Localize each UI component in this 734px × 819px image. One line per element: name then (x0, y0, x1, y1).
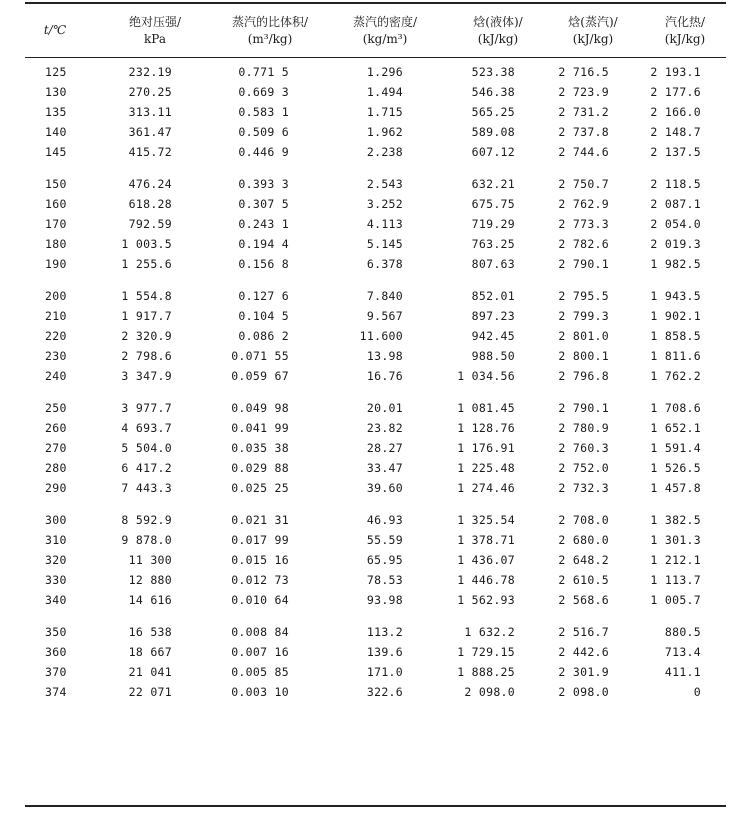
row-group (25, 174, 726, 274)
cell-enthalpy-liquid: 1 176.91 (457, 441, 515, 455)
cell-latent-heat: 2 137.5 (650, 145, 701, 159)
cell-latent-heat: 1 113.7 (650, 573, 701, 587)
cell-enthalpy-vapor: 2 716.5 (558, 65, 609, 79)
cell-temperature: 240 (45, 369, 67, 383)
cell-enthalpy-vapor: 2 750.7 (558, 177, 609, 191)
cell-latent-heat: 0 (693, 685, 701, 699)
cell-enthalpy-liquid: 632.21 (471, 177, 515, 191)
header-latent-heat (640, 14, 730, 48)
cell-vapor-density: 113.2 (366, 625, 403, 639)
header-enthalpy-vapor-line1: 焓(蒸汽)/ (568, 15, 618, 29)
header-specific-volume (215, 14, 325, 48)
row-group (25, 286, 726, 386)
cell-enthalpy-liquid: 1 274.46 (457, 481, 515, 495)
cell-temperature: 125 (45, 65, 67, 79)
cell-temperature: 320 (45, 553, 67, 567)
cell-specific-volume: 0.012 73 (231, 573, 289, 587)
row-group (25, 622, 726, 702)
cell-absolute-pressure: 21 041 (128, 665, 172, 679)
cell-specific-volume: 0.029 88 (231, 461, 289, 475)
cell-absolute-pressure: 361.47 (128, 125, 172, 139)
table-row (25, 174, 726, 194)
cell-specific-volume: 0.035 38 (231, 441, 289, 455)
cell-temperature: 310 (45, 533, 67, 547)
cell-enthalpy-liquid: 1 325.54 (457, 513, 515, 527)
cell-enthalpy-liquid: 1 378.71 (457, 533, 515, 547)
cell-latent-heat: 713.4 (664, 645, 701, 659)
cell-enthalpy-liquid: 1 446.78 (457, 573, 515, 587)
cell-temperature: 340 (45, 593, 67, 607)
cell-enthalpy-vapor: 2 744.6 (558, 145, 609, 159)
cell-vapor-density: 78.53 (366, 573, 403, 587)
cell-latent-heat: 2 166.0 (650, 105, 701, 119)
table-row (25, 366, 726, 386)
cell-enthalpy-liquid: 1 888.25 (457, 665, 515, 679)
cell-specific-volume: 0.509 6 (238, 125, 289, 139)
table-row (25, 682, 726, 702)
cell-absolute-pressure: 8 592.9 (121, 513, 172, 527)
cell-vapor-density: 2.543 (366, 177, 403, 191)
table-body (25, 62, 726, 714)
cell-enthalpy-liquid: 1 225.48 (457, 461, 515, 475)
table-row (25, 62, 726, 82)
table-row (25, 438, 726, 458)
cell-enthalpy-liquid: 1 632.2 (464, 625, 515, 639)
table-row (25, 102, 726, 122)
cell-enthalpy-vapor: 2 795.5 (558, 289, 609, 303)
cell-specific-volume: 0.669 3 (238, 85, 289, 99)
cell-absolute-pressure: 1 554.8 (121, 289, 172, 303)
cell-vapor-density: 20.01 (366, 401, 403, 415)
cell-temperature: 270 (45, 441, 67, 455)
cell-temperature: 140 (45, 125, 67, 139)
cell-vapor-density: 23.82 (366, 421, 403, 435)
cell-enthalpy-vapor: 2 098.0 (558, 685, 609, 699)
cell-specific-volume: 0.071 55 (231, 349, 289, 363)
cell-temperature: 330 (45, 573, 67, 587)
cell-absolute-pressure: 16 538 (128, 625, 172, 639)
cell-vapor-density: 28.27 (366, 441, 403, 455)
table-row (25, 122, 726, 142)
cell-latent-heat: 1 762.2 (650, 369, 701, 383)
cell-vapor-density: 33.47 (366, 461, 403, 475)
cell-absolute-pressure: 2 320.9 (121, 329, 172, 343)
cell-enthalpy-vapor: 2 723.9 (558, 85, 609, 99)
cell-specific-volume: 0.771 5 (238, 65, 289, 79)
cell-temperature: 145 (45, 145, 67, 159)
cell-enthalpy-vapor: 2 516.7 (558, 625, 609, 639)
table-row (25, 662, 726, 682)
cell-vapor-density: 5.145 (366, 237, 403, 251)
cell-absolute-pressure: 313.11 (128, 105, 172, 119)
cell-absolute-pressure: 5 504.0 (121, 441, 172, 455)
cell-vapor-density: 2.238 (366, 145, 403, 159)
header-latent-heat-line1: 汽化热/ (664, 15, 706, 29)
table-row (25, 306, 726, 326)
cell-latent-heat: 2 193.1 (650, 65, 701, 79)
cell-latent-heat: 411.1 (664, 665, 701, 679)
cell-absolute-pressure: 3 347.9 (121, 369, 172, 383)
cell-specific-volume: 0.086 2 (238, 329, 289, 343)
table-row (25, 254, 726, 274)
table-row (25, 234, 726, 254)
cell-latent-heat: 2 054.0 (650, 217, 701, 231)
cell-specific-volume: 0.393 3 (238, 177, 289, 191)
cell-enthalpy-vapor: 2 790.1 (558, 257, 609, 271)
row-group (25, 62, 726, 162)
table-row (25, 570, 726, 590)
cell-enthalpy-vapor: 2 752.0 (558, 461, 609, 475)
cell-latent-heat: 1 811.6 (650, 349, 701, 363)
cell-absolute-pressure: 4 693.7 (121, 421, 172, 435)
cell-enthalpy-liquid: 942.45 (471, 329, 515, 343)
cell-specific-volume: 0.021 31 (231, 513, 289, 527)
cell-absolute-pressure: 11 300 (128, 553, 172, 567)
header-enthalpy-vapor-line2: (kJ/kg) (572, 32, 614, 46)
cell-specific-volume: 0.003 10 (231, 685, 289, 699)
cell-enthalpy-liquid: 675.75 (471, 197, 515, 211)
cell-enthalpy-vapor: 2 680.0 (558, 533, 609, 547)
cell-absolute-pressure: 476.24 (128, 177, 172, 191)
cell-absolute-pressure: 14 616 (128, 593, 172, 607)
cell-latent-heat: 1 212.1 (650, 553, 701, 567)
header-enthalpy-liquid-line1: 焓(液体)/ (473, 15, 523, 29)
cell-vapor-density: 1.962 (366, 125, 403, 139)
cell-specific-volume: 0.243 1 (238, 217, 289, 231)
cell-vapor-density: 55.59 (366, 533, 403, 547)
table-row (25, 458, 726, 478)
row-group (25, 398, 726, 498)
table-bottom-rule (25, 805, 726, 807)
cell-temperature: 135 (45, 105, 67, 119)
header-specific-volume-line1: 蒸汽的比体积/ (231, 15, 309, 29)
cell-enthalpy-vapor: 2 780.9 (558, 421, 609, 435)
cell-absolute-pressure: 2 798.6 (121, 349, 172, 363)
cell-enthalpy-liquid: 1 729.15 (457, 645, 515, 659)
cell-absolute-pressure: 618.28 (128, 197, 172, 211)
cell-absolute-pressure: 22 071 (128, 685, 172, 699)
cell-temperature: 170 (45, 217, 67, 231)
cell-specific-volume: 0.025 25 (231, 481, 289, 495)
cell-temperature: 290 (45, 481, 67, 495)
cell-vapor-density: 46.93 (366, 513, 403, 527)
cell-vapor-density: 3.252 (366, 197, 403, 211)
header-enthalpy-vapor (548, 14, 638, 48)
table-row (25, 398, 726, 418)
cell-latent-heat: 1 902.1 (650, 309, 701, 323)
cell-latent-heat: 2 177.6 (650, 85, 701, 99)
table-row (25, 478, 726, 498)
header-temperature-label: t/℃ (43, 23, 67, 37)
cell-enthalpy-liquid: 897.23 (471, 309, 515, 323)
cell-temperature: 374 (45, 685, 67, 699)
cell-specific-volume: 0.005 85 (231, 665, 289, 679)
cell-temperature: 350 (45, 625, 67, 639)
cell-latent-heat: 880.5 (664, 625, 701, 639)
table-row (25, 142, 726, 162)
cell-vapor-density: 6.378 (366, 257, 403, 271)
cell-temperature: 180 (45, 237, 67, 251)
cell-enthalpy-vapor: 2 801.0 (558, 329, 609, 343)
cell-absolute-pressure: 415.72 (128, 145, 172, 159)
cell-specific-volume: 0.104 5 (238, 309, 289, 323)
table-row (25, 590, 726, 610)
cell-latent-heat: 1 943.5 (650, 289, 701, 303)
cell-enthalpy-vapor: 2 799.3 (558, 309, 609, 323)
cell-vapor-density: 7.840 (366, 289, 403, 303)
cell-enthalpy-liquid: 1 436.07 (457, 553, 515, 567)
header-vapor-density-line1: 蒸汽的密度/ (352, 15, 418, 29)
cell-latent-heat: 2 118.5 (650, 177, 701, 191)
table-row (25, 286, 726, 306)
cell-enthalpy-vapor: 2 762.9 (558, 197, 609, 211)
cell-latent-heat: 1 526.5 (650, 461, 701, 475)
cell-absolute-pressure: 1 003.5 (121, 237, 172, 251)
header-absolute-pressure-line1: 绝对压强/ (128, 15, 182, 29)
cell-latent-heat: 1 301.3 (650, 533, 701, 547)
table-row (25, 194, 726, 214)
table-top-rule (25, 2, 726, 4)
cell-latent-heat: 1 982.5 (650, 257, 701, 271)
table-row (25, 550, 726, 570)
cell-specific-volume: 0.446 9 (238, 145, 289, 159)
cell-temperature: 190 (45, 257, 67, 271)
cell-latent-heat: 1 382.5 (650, 513, 701, 527)
cell-vapor-density: 139.6 (366, 645, 403, 659)
cell-absolute-pressure: 1 255.6 (121, 257, 172, 271)
cell-specific-volume: 0.017 99 (231, 533, 289, 547)
cell-absolute-pressure: 270.25 (128, 85, 172, 99)
cell-temperature: 220 (45, 329, 67, 343)
cell-latent-heat: 2 148.7 (650, 125, 701, 139)
table-row (25, 326, 726, 346)
cell-absolute-pressure: 6 417.2 (121, 461, 172, 475)
cell-temperature: 250 (45, 401, 67, 415)
cell-temperature: 370 (45, 665, 67, 679)
cell-vapor-density: 4.113 (366, 217, 403, 231)
cell-enthalpy-liquid: 2 098.0 (464, 685, 515, 699)
cell-vapor-density: 1.715 (366, 105, 403, 119)
cell-specific-volume: 0.010 64 (231, 593, 289, 607)
cell-vapor-density: 1.494 (366, 85, 403, 99)
cell-specific-volume: 0.583 1 (238, 105, 289, 119)
cell-enthalpy-vapor: 2 800.1 (558, 349, 609, 363)
cell-enthalpy-liquid: 719.29 (471, 217, 515, 231)
table-row (25, 346, 726, 366)
cell-temperature: 280 (45, 461, 67, 475)
cell-specific-volume: 0.307 5 (238, 197, 289, 211)
cell-enthalpy-liquid: 1 081.45 (457, 401, 515, 415)
cell-temperature: 230 (45, 349, 67, 363)
cell-enthalpy-liquid: 589.08 (471, 125, 515, 139)
cell-vapor-density: 65.95 (366, 553, 403, 567)
cell-enthalpy-liquid: 852.01 (471, 289, 515, 303)
cell-latent-heat: 1 005.7 (650, 593, 701, 607)
cell-enthalpy-liquid: 1 034.56 (457, 369, 515, 383)
header-absolute-pressure (110, 14, 200, 48)
cell-absolute-pressure: 3 977.7 (121, 401, 172, 415)
header-latent-heat-line2: (kJ/kg) (664, 32, 706, 46)
cell-enthalpy-vapor: 2 708.0 (558, 513, 609, 527)
cell-specific-volume: 0.015 16 (231, 553, 289, 567)
cell-absolute-pressure: 792.59 (128, 217, 172, 231)
header-absolute-pressure-line2: kPa (144, 32, 166, 46)
cell-enthalpy-vapor: 2 796.8 (558, 369, 609, 383)
cell-absolute-pressure: 1 917.7 (121, 309, 172, 323)
cell-enthalpy-vapor: 2 790.1 (558, 401, 609, 415)
cell-enthalpy-liquid: 988.50 (471, 349, 515, 363)
cell-enthalpy-vapor: 2 648.2 (558, 553, 609, 567)
cell-enthalpy-liquid: 807.63 (471, 257, 515, 271)
cell-vapor-density: 171.0 (366, 665, 403, 679)
cell-vapor-density: 1.296 (366, 65, 403, 79)
cell-latent-heat: 1 858.5 (650, 329, 701, 343)
cell-specific-volume: 0.059 67 (231, 369, 289, 383)
cell-temperature: 300 (45, 513, 67, 527)
header-enthalpy-liquid-line2: (kJ/kg) (477, 32, 519, 46)
cell-temperature: 260 (45, 421, 67, 435)
row-group (25, 510, 726, 610)
cell-latent-heat: 1 591.4 (650, 441, 701, 455)
cell-temperature: 210 (45, 309, 67, 323)
cell-absolute-pressure: 232.19 (128, 65, 172, 79)
table-row (25, 82, 726, 102)
cell-enthalpy-vapor: 2 610.5 (558, 573, 609, 587)
cell-temperature: 200 (45, 289, 67, 303)
cell-vapor-density: 16.76 (366, 369, 403, 383)
cell-temperature: 130 (45, 85, 67, 99)
cell-enthalpy-liquid: 546.38 (471, 85, 515, 99)
cell-specific-volume: 0.127 6 (238, 289, 289, 303)
cell-vapor-density: 11.600 (359, 329, 403, 343)
cell-vapor-density: 39.60 (366, 481, 403, 495)
cell-enthalpy-vapor: 2 782.6 (558, 237, 609, 251)
table-row (25, 418, 726, 438)
cell-specific-volume: 0.156 8 (238, 257, 289, 271)
header-specific-volume-line2: (m³/kg) (247, 32, 293, 46)
cell-temperature: 160 (45, 197, 67, 211)
cell-enthalpy-vapor: 2 773.3 (558, 217, 609, 231)
table-row (25, 530, 726, 550)
cell-vapor-density: 322.6 (366, 685, 403, 699)
cell-specific-volume: 0.194 4 (238, 237, 289, 251)
table-row (25, 622, 726, 642)
header-divider-rule (25, 57, 726, 58)
cell-absolute-pressure: 9 878.0 (121, 533, 172, 547)
cell-latent-heat: 2 087.1 (650, 197, 701, 211)
header-enthalpy-liquid (448, 14, 548, 48)
cell-vapor-density: 93.98 (366, 593, 403, 607)
table-row (25, 214, 726, 234)
cell-enthalpy-liquid: 607.12 (471, 145, 515, 159)
cell-vapor-density: 13.98 (366, 349, 403, 363)
cell-absolute-pressure: 12 880 (128, 573, 172, 587)
cell-specific-volume: 0.041 99 (231, 421, 289, 435)
cell-enthalpy-liquid: 763.25 (471, 237, 515, 251)
cell-temperature: 150 (45, 177, 67, 191)
cell-latent-heat: 1 708.6 (650, 401, 701, 415)
cell-enthalpy-vapor: 2 732.3 (558, 481, 609, 495)
header-temperature (25, 22, 85, 39)
cell-enthalpy-vapor: 2 301.9 (558, 665, 609, 679)
cell-enthalpy-liquid: 1 562.93 (457, 593, 515, 607)
cell-enthalpy-vapor: 2 442.6 (558, 645, 609, 659)
cell-specific-volume: 0.049 98 (231, 401, 289, 415)
header-vapor-density (330, 14, 440, 48)
cell-vapor-density: 9.567 (366, 309, 403, 323)
cell-latent-heat: 2 019.3 (650, 237, 701, 251)
cell-enthalpy-liquid: 1 128.76 (457, 421, 515, 435)
cell-absolute-pressure: 18 667 (128, 645, 172, 659)
cell-enthalpy-vapor: 2 568.6 (558, 593, 609, 607)
cell-enthalpy-vapor: 2 731.2 (558, 105, 609, 119)
cell-specific-volume: 0.008 84 (231, 625, 289, 639)
cell-specific-volume: 0.007 16 (231, 645, 289, 659)
table-row (25, 642, 726, 662)
cell-absolute-pressure: 7 443.3 (121, 481, 172, 495)
table-row (25, 510, 726, 530)
cell-enthalpy-vapor: 2 737.8 (558, 125, 609, 139)
cell-enthalpy-vapor: 2 760.3 (558, 441, 609, 455)
cell-enthalpy-liquid: 565.25 (471, 105, 515, 119)
cell-temperature: 360 (45, 645, 67, 659)
cell-enthalpy-liquid: 523.38 (471, 65, 515, 79)
header-vapor-density-line2: (kg/m³) (362, 32, 408, 46)
cell-latent-heat: 1 652.1 (650, 421, 701, 435)
cell-latent-heat: 1 457.8 (650, 481, 701, 495)
